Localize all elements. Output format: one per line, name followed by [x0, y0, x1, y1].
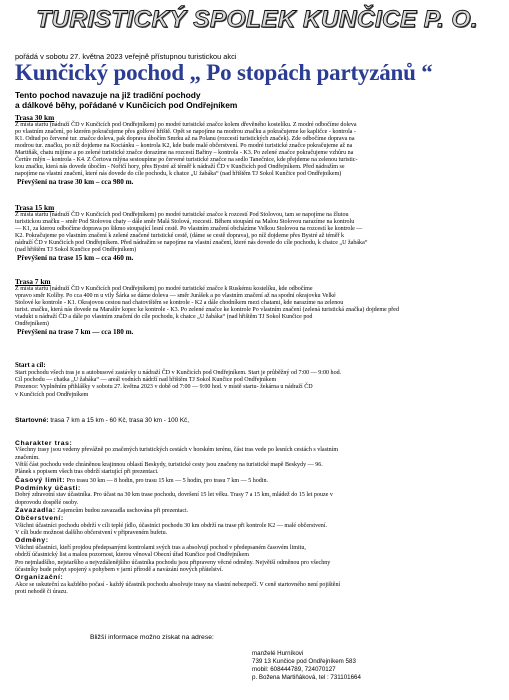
detail-line: značením. — [15, 454, 40, 461]
detail-heading: Organizační: — [15, 574, 64, 582]
start-line: v Kunčicích pod Ondřejníkem — [15, 391, 89, 398]
route-description — [15, 286, 499, 328]
route-line: po vlastním značení, po kterém pokračujeme přes golfové hřiště. Opět se napojíme na modrou značku a pokračujeme ke kapličce - kontrola - — [15, 129, 357, 136]
route-line: Stolové ke kontrole - K1. Okrajovou cestou nad chatovištěm se kontrole - K2 a dále chodníkem mezi chatami, kde narazíme na zelenou — [15, 300, 344, 307]
route-line: K1. Odtud po červené tur. značce doleva, pak doprava úbočím Smrku až na Polanu (rozcestí turistických značek). Zde odbočíme doprava na — [15, 136, 355, 143]
detail-heading: Charakter tras: — [15, 440, 73, 447]
route-line: modrou tur. značku, po níž dojdeme na Kociánku – kontrola K2, kde bude malé občerstvení. Po modré turistické značce pokračujeme až na — [15, 143, 353, 150]
route-elevation: Převýšení na trase 15 km – cca 460 m. — [17, 254, 134, 263]
fee-label: Startovné: — [15, 417, 49, 424]
detail-block — [15, 485, 499, 507]
detail-heading: Zavazadla: — [15, 507, 56, 515]
detail-line: V cíli bude možnost dalšího občerstvení v připraveném bufetu. — [15, 530, 168, 537]
detail-line: účastníky bude pobyt spojený s pohybem v jarní přírodě a navázání nových přátelství. — [15, 566, 224, 573]
detail-line: Všichni účastníci, kteří projdou předepsanými kontrolami svých tras a absolvují pochod v předepsaném časovém limitu, — [15, 544, 306, 551]
route-title: Trasa 15 km — [15, 203, 55, 212]
event-announcement: pořádá v sobotu 27. května 2023 veřejně přístupnou turistickou akci — [15, 52, 237, 61]
start-finish-section — [15, 362, 499, 399]
start-heading: Start a cíl: — [15, 362, 46, 369]
route-7km-section — [15, 277, 499, 337]
route-line: turistickou značku – směr Pod Stolovou chaty – dále směr Malá Stolová, rozcestí. Během stoupání na Malou Stolovou narazíme na kontrolu — [15, 219, 355, 226]
detail-block — [15, 477, 499, 485]
intro-line: a dálkové běhy, pořádané v Kunčicích pod Ondřejníkem — [15, 100, 238, 111]
route-line: vpravo směr Kolíby. Po cca 400 m u vily Šárka se dáme doleva — směr Jurášek a po vlastním značení až na spodní okrajovku Velké — [15, 293, 336, 300]
detail-line: Větší část pochodu vede chráněnou krajinnou oblastí Beskydy, turistické cesty jsou značeny na turistické mapě Beskydy — 96. — [15, 462, 323, 469]
intro-line: Tento pochod navazuje na již tradiční pochody — [15, 90, 201, 100]
detail-heading: Časový limit: — [15, 476, 66, 484]
contact-address — [252, 650, 361, 682]
route-description — [15, 212, 499, 254]
route-elevation: Převýšení na trase 30 km – cca 980 m. — [17, 178, 134, 187]
route-line: Čertův mlýn – kontrola - K4. Z Čertova mlýna sestoupíme po červené turistické značce na sedlo Tanečnice, kde přejdeme na zelenou turistic- — [15, 157, 358, 164]
detail-block — [15, 537, 499, 574]
detail-line: doprovodu dospělé osoby. — [15, 499, 79, 506]
route-line: nádraží ČD v Kunčicích pod Ondřejníkem. Před nádražím se napojíme na vlastní značení, které nás dovede do cíle pochodu, k chatce „U žabáka“ — [15, 240, 368, 247]
contact-line: mobil: 608444789, 724070127 — [252, 666, 336, 674]
event-details — [15, 440, 499, 596]
detail-line: Zajemcům budou zavazadla uschována při prezentaci. — [57, 508, 189, 515]
route-line: Z místa startu (nádraží ČD v Kunčicích pod Ondřejníkem) po modré turistické značce kolem dřevěného kostelíku. Z modré odbočíme doleva — [15, 122, 357, 128]
detail-heading: Občerstvení: — [15, 515, 64, 523]
route-line: Martiňák, chatu míjíme a po zelené turistické značce dorazíme na rozcestí Bařiny – kontrola - K3. Po zelené značce pokračujeme vzhůru na — [15, 150, 354, 157]
detail-heading: Podmínky účasti: — [15, 485, 81, 493]
contact-note: Bližší informace možno získat na adrese: — [90, 634, 214, 641]
route-line: Z místa startu (nádraží ČD v Kunčicích pod Ondřejníkem) po modré turistické značce k Ruskému kostelíku, kde odbočíme — [15, 286, 313, 292]
route-description — [15, 122, 499, 178]
contact-line: manželé Hurníkovi — [252, 650, 304, 657]
detail-heading: Odměny: — [15, 537, 49, 545]
route-15km-section — [15, 203, 499, 263]
route-line: kou značku, která nás dovede úbočím - Nořičí hory, přes Bystré až téměř k nádraží ČD v Kunčicích pod Ondřejníkem. Před nádražím se — [15, 164, 345, 171]
detail-block — [15, 515, 499, 537]
club-banner: TURISTICKÝ SPOLEK KUNČICE P. O. — [36, 6, 478, 33]
start-line: Start pochodu všech tras je u autobusové zastávky u nádraží ČD v Kunčicích pod Ondřejníkem. Start je průběžný od 7:00 — 9:00 hod. — [15, 370, 342, 376]
fee-text: trasa 7 km a 15 km - 60 Kč, trasa 30 km - 100 Kč, — [50, 417, 189, 424]
detail-line: Pro nejmladšího, nejstaršího a nejvzdálenějšího účastníka pochodu jsou připraveny věcné odměny. Největší odměnou pro všechny — [15, 559, 331, 566]
start-line: Prezence: Vyplněním přihlášky v sobotu 27. května 2023 v době od 7:00 — 9:00 hod. v místě startu- žekárna u nádraží ČD — [15, 384, 313, 391]
contact-line: p. Božena Martiňáková, tel : 731101664 — [252, 674, 361, 682]
detail-block — [15, 574, 499, 596]
detail-line: Akce se uskuteční za každého počasí - každý účastník pochodu absolvuje trasy na vlastní nebezpečí. V ceně startovného není pojištění — [15, 581, 341, 588]
route-line: — K1, za kterou odbočíme doprava po šikmo stoupající lesní cestě. Po vlastním značení obcházíme Velkou Stolovou na rozcestí ke kontrole — — [15, 226, 363, 233]
detail-line: Všechny trasy jsou vedeny převážně po značených turistických cestách v horském terénu, část tras vede po lesních cestách s vlastním — [15, 447, 339, 454]
route-title: Trasa 30 km — [15, 113, 55, 122]
route-line: napojíme na vlastní značení, které nás dovede do cíle pochodu, k chatce „U žabáka“ (nad hřištěm TJ Sokol Kunčice pod Ondřejníkem) — [15, 171, 342, 178]
detail-line: Všichni účastníci pochodu obdrží v cíli teplé jídlo, účastníci pochodu 30 km obdrží na trase při kontrole K2 — malé občerstvení. — [15, 522, 328, 529]
route-line: turist. značku, která nás dovede na Maralův kopec ke kontrole - K3. Po zelené značce ke kontrole Po vlastním značení (zelená turistická značka) dojdeme před — [15, 307, 399, 314]
detail-line: Dobrý zdravotní stav účastníka. Pro účast na 30 km trase pochodu, dovršení 15 let věku. Trasy 7 a 15 km, mládež do 15 let pouze v — [15, 492, 333, 499]
detail-line: obdrží účastnický list a malou pozornost, kterou věnoval Obecní úřad Kunčice pod Ondřejníkem — [15, 552, 249, 559]
detail-block — [15, 507, 499, 515]
event-title: Kunčický pochod „ Po stopách partyzánů “ — [15, 60, 433, 85]
start-line: Cíl pochodu — chatka „U žabáka“ — areál vodních nádrží nad hřištěm TJ Sokol Kunčice pod Ondřejníkem — [15, 377, 277, 384]
contact-line: 739 13 Kunčice pod Ondřejníkem 583 — [252, 658, 356, 666]
route-line: K2. Pokračujeme po vlastním značení k zelené značené turistické cestě, (dáme se cestě doprava), po níž dojdeme přes Bystré až téměř k — [15, 233, 345, 240]
intro-text — [15, 90, 237, 111]
route-line: Z místa startu (nádraží ČD v Kunčicích pod Ondřejníkem) po modré turistické značce k rozcestí Pod Stolovou, tam se napojíme na žlutou — [15, 212, 349, 218]
detail-line: proti nehodě či úrazu. — [15, 588, 68, 595]
route-30km-section — [15, 113, 499, 187]
detail-block — [15, 440, 499, 477]
entry-fee — [15, 417, 189, 424]
route-elevation: Převýšení na trase 7 km — cca 180 m. — [17, 328, 134, 337]
detail-line: Plánek s popisem všech tras obdrží startující při prezentaci. — [15, 469, 159, 476]
route-line: Ondřejníkem) — [15, 321, 49, 328]
route-line: (nad hřištěm TJ Sokol Kunčice pod Ondřejníkem) — [15, 247, 137, 254]
route-title: Trasa 7 km — [15, 277, 51, 286]
route-line: viadukt u nádraží ČD a dále po vlastním značení do cíle pochodu, k chatce „U žabáka“ (nad hřištěm TJ Sokol Kunčice pod — [15, 314, 313, 321]
detail-line: Pro trasu 30 km — 8 hodin, pro trasu 15 km — 5 hodin, pro trasu 7 km — 5 hodin. — [66, 477, 269, 484]
